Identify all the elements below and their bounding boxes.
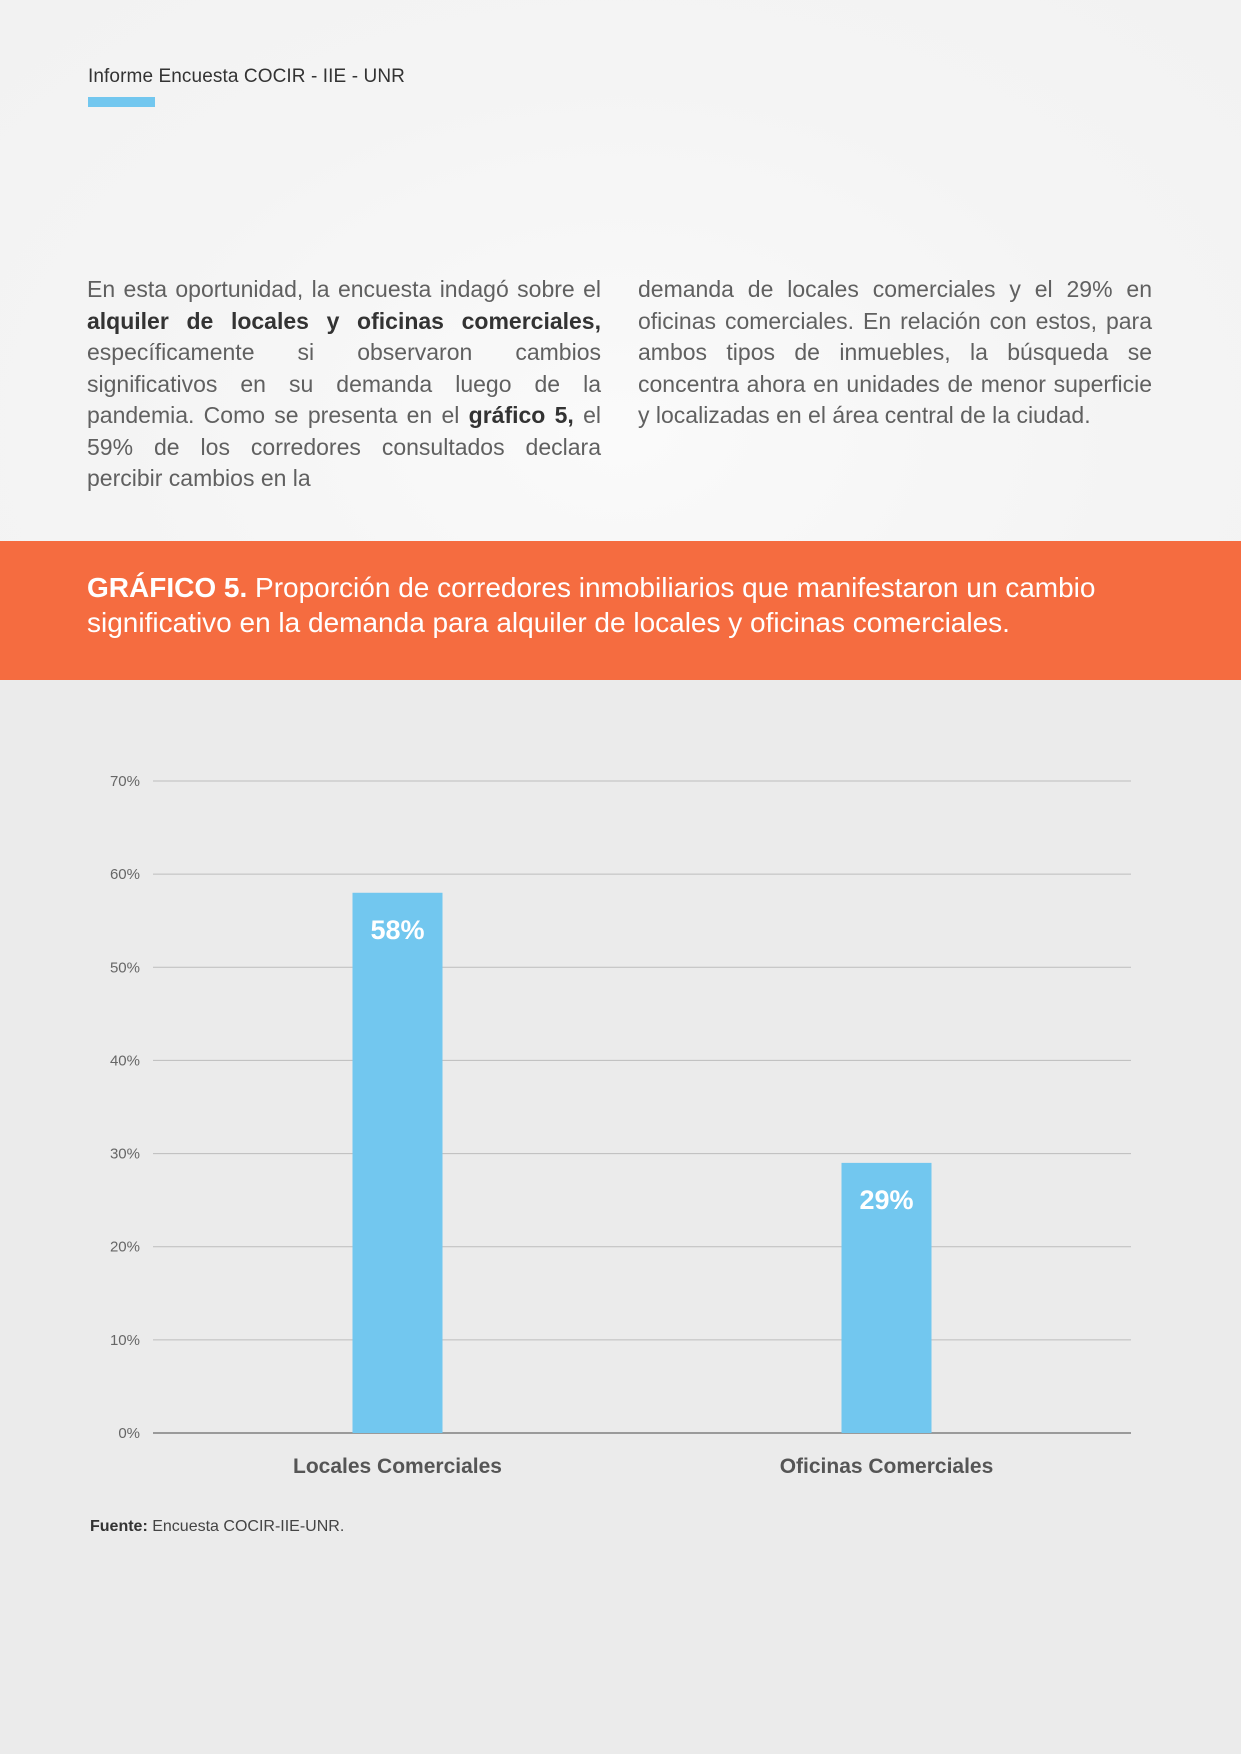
y-tick-label: 60% <box>109 866 140 884</box>
intro-text-1: En esta oportunidad, la encuesta indagó sobre el <box>87 276 601 302</box>
x-tick-label: Oficinas Comerciales <box>779 1455 994 1478</box>
intro-paragraph-right: demanda de locales comerciales y el 29% en oficinas comerciales. En relación con estos, para ambos tipos de inmuebles, la búsqueda se concentra ahora en unidades de menor superficie y localizadas en el área central de la ciudad. <box>638 276 1152 428</box>
running-header: Informe Encuesta COCIR - IIE - UNR <box>88 66 405 87</box>
data-label: 29% <box>859 1184 914 1215</box>
chart-title <box>87 570 1177 640</box>
header-accent-rule <box>88 97 155 107</box>
chart-title-text: Proporción de corredores inmobiliarios que manifestaron un cambio significativo en la demanda para alquiler de locales y oficinas comerciales. <box>87 572 1096 638</box>
intro-bold-1: alquiler de locales y oficinas comerciales, <box>87 307 601 334</box>
bar <box>353 893 443 1433</box>
bar-chart <box>0 690 1241 1510</box>
y-tick-label: 30% <box>109 1145 140 1163</box>
intro-text-3: el 59% de los corredores consultados declara percibir cambios en la <box>87 402 601 491</box>
y-tick-label: 0% <box>118 1425 140 1442</box>
y-tick-label: 50% <box>109 959 140 977</box>
intro-text-2: específicamente si observaron cambios significativos en su demanda luego de la pandemia. Como se presenta en el <box>87 339 601 428</box>
x-tick-label: Locales Comerciales <box>293 1455 502 1478</box>
y-tick-label: 70% <box>109 773 140 790</box>
source-note <box>90 1518 344 1536</box>
intro-bold-2: gráfico 5, <box>468 402 574 428</box>
y-tick-label: 10% <box>109 1331 140 1349</box>
data-label: 58% <box>370 914 425 945</box>
y-tick-label: 20% <box>109 1238 140 1256</box>
chart-number: GRÁFICO 5. <box>87 572 248 603</box>
y-tick-label: 40% <box>109 1052 140 1070</box>
source-label: Fuente: <box>90 1518 148 1535</box>
intro-paragraph-left <box>87 274 601 495</box>
source-text: Encuesta COCIR-IIE-UNR. <box>147 1518 345 1535</box>
